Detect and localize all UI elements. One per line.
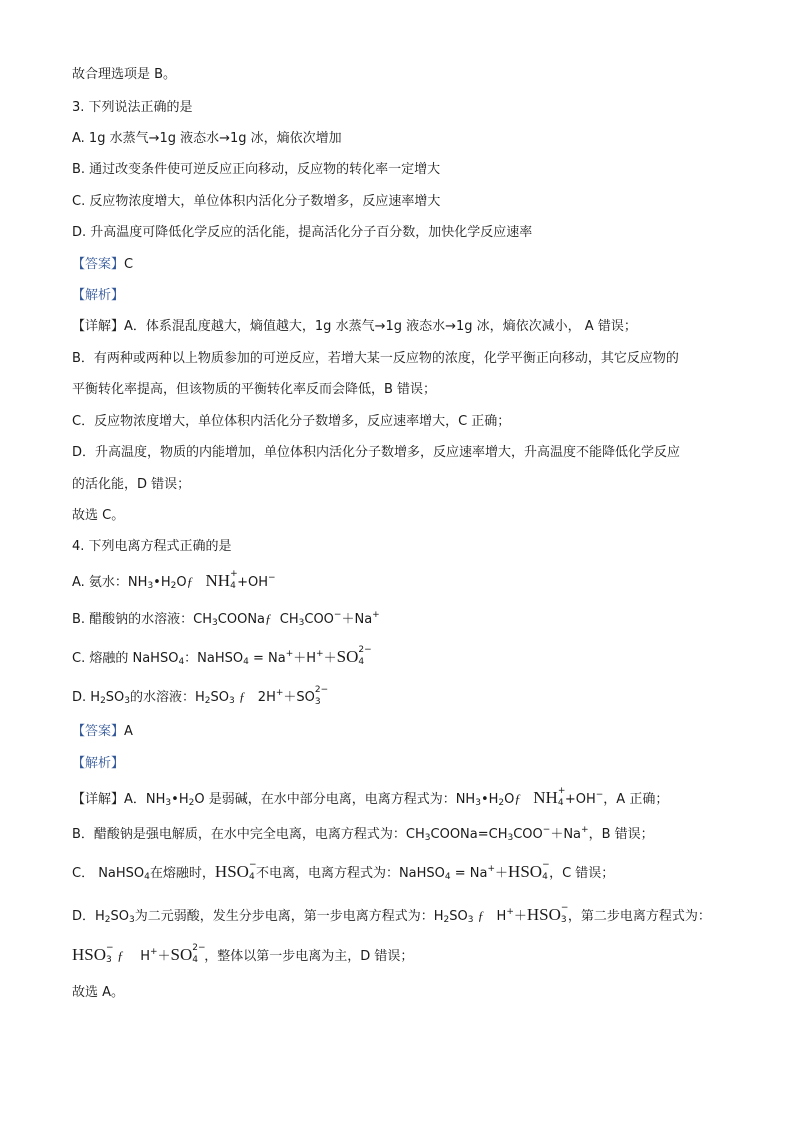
answer-tag: 【答案】 — [72, 724, 125, 739]
answer-tag: 【答案】 — [72, 257, 125, 272]
q3-option-b: B. 通过改变条件使可逆反应正向移动，反应物的转化率一定增大 — [72, 162, 441, 177]
answer-value: A — [124, 724, 133, 739]
q4-detail-d2: HSO − 3 ƒ H+＋SO 2− 4 ，整体以第一步电离为主，D 错误； — [72, 943, 414, 965]
q4-answer — [72, 723, 133, 741]
q4-detail-d: D．$H_2SO_3$为二元弱酸，发生分步电离，第一步电离方程式为：$H_2SO_3$ ƒ H+＋HSO − 3 ，第二步电离方程式为： — [72, 903, 711, 925]
answer-value: C — [124, 257, 134, 272]
q4-detail-b: B．醋酸钠是强电解质，在水中完全电离，电离方程式为：$CH_3COONa=CH_3COO^-+Na^+$，B 错误； — [72, 825, 654, 843]
q4-option-b: B. 醋酸钠的水溶液：$CH_3COONaƒ$ $CH_3COO^-+Na^+$ — [72, 610, 380, 628]
q4-option-a: A. 氨水：$NH_3•H_2Oƒ$ NH + 4 +OH− — [72, 569, 276, 591]
analysis-tag: 【解析】 — [72, 756, 125, 771]
analysis-tag: 【解析】 — [72, 288, 125, 303]
equilibrium-symbol: ƒ — [186, 574, 194, 589]
equilibrium-symbol: ƒ — [117, 948, 124, 963]
q3-detail-line: 平衡转化率提高，但该物质的平衡转化率反而会降低，B 错误； — [72, 382, 437, 397]
q4-detail-a: 【详解】A．$NH_3•H_2O$ 是弱碱，在水中部分电离，电离方程式为：$NH_3•H_2Oƒ$ NH + 4 +OH−，A 正确； — [72, 786, 669, 808]
q3-stem: 3. 下列说法正确的是 — [72, 100, 193, 115]
q4-conclusion: 故选 A。 — [72, 985, 125, 1000]
q3-analysis-tag — [72, 287, 124, 305]
q4-option-d: D. $H_2SO_3$的水溶液：$H_2SO_3$ ƒ 2H+＋SO 2− 3 — [72, 685, 329, 707]
equilibrium-symbol: ƒ — [238, 689, 246, 704]
equilibrium-symbol: ƒ — [514, 791, 521, 806]
q3-detail-line — [72, 318, 637, 336]
q4-analysis-tag — [72, 755, 124, 773]
intro-line: 故合理选项是 B。 — [72, 67, 177, 82]
detail-tag: 【详解】 — [72, 792, 125, 807]
q3-option-c: C. 反应物浓度增大，单位体积内活化分子数增多，反应速率增大 — [72, 194, 441, 209]
q3-option-a: A. 1g 水蒸气→1g 液态水→1g 冰，熵依次增加 — [72, 131, 342, 146]
q3-option-d: D. 升高温度可降低化学反应的活化能，提高活化分子百分数，加快化学反应速率 — [72, 225, 533, 240]
q4-stem: 4. 下列电离方程式正确的是 — [72, 539, 232, 554]
q3-detail-line: B．有两种或两种以上物质参加的可逆反应，若增大某一反应物的浓度，化学平衡正向移动，其它反应物的 — [72, 351, 679, 366]
q3-detail-line: D．升高温度，物质的内能增加，单位体积内活化分子数增多，反应速率增大，升高温度不能降低化学反应 — [72, 445, 681, 460]
q3-detail-line: C．反应物浓度增大，单位体积内活化分子数增多，反应速率增大，C 正确； — [72, 414, 511, 429]
q4-detail-c: C． NaHSO$_4$在熔融时，HSO − 4 不电离，电离方程式为：NaHSO$_4$ = Na+＋HSO − 4 ，C 错误； — [72, 860, 615, 882]
q3-conclusion: 故选 C。 — [72, 508, 125, 523]
equilibrium-symbol: ƒ — [265, 611, 272, 626]
q3-answer — [72, 256, 133, 274]
detail-tag: 【详解】 — [72, 319, 125, 334]
equilibrium-symbol: ƒ — [477, 908, 485, 923]
q3-detail-line: 的活化能，D 错误； — [72, 477, 191, 492]
q4-option-c: C. 熔融的 NaHSO$_4$：NaHSO$_4$ = Na+＋H+＋SO 2− 4 — [72, 645, 372, 667]
detail-text: A．体系混乱度越大，熵值越大，1g 水蒸气→1g 液态水→1g 冰，熵依次减小， A 错误； — [124, 319, 637, 334]
